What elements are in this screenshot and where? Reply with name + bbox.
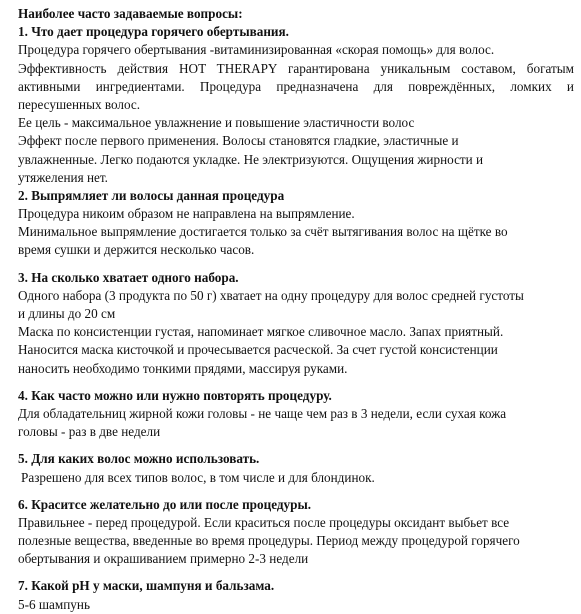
answer-4-line: головы - раз в две недели bbox=[18, 424, 161, 440]
answer-3-line: наносить необходимо тонкими прядями, массируя руками. bbox=[18, 360, 348, 376]
answer-2-line: Процедура никоим образом не направлена на выпрямление. bbox=[18, 206, 355, 222]
answer-4-line: Для обладательниц жирной кожи головы - не чаще чем раз в 3 недели, если сухая кожа bbox=[18, 405, 507, 421]
section-spacer bbox=[18, 260, 574, 269]
answer-1-line: Процедура горячего обертывания -витаминизированная «скорая помощь» для волос. bbox=[18, 42, 495, 58]
answer-7-line: 5-6 шампунь bbox=[18, 596, 90, 612]
answer-1-line: пересушенных волос. bbox=[18, 96, 141, 112]
faq-heading: Наиболее часто задаваемые вопросы: bbox=[18, 6, 243, 21]
question-5-title: 5. Для каких волос можно использовать. bbox=[18, 451, 260, 467]
answer-2-line: Минимальное выпрямление достигается только за счёт вытягивания волос на щётке во bbox=[18, 224, 508, 240]
answer-3-line: Одного набора (3 продукта по 50 г) хватает на одну процедуру для волос средней густоты bbox=[18, 287, 524, 303]
answer-1-line: Ее цель - максимальное увлажнение и повышение эластичности волос bbox=[18, 115, 415, 131]
section-spacer bbox=[18, 568, 574, 577]
answer-1-line: увлажненные. Легко подаются укладке. Не электризуются. Ощущения жирности и bbox=[18, 151, 484, 167]
answer-2-line: время сушки и держится несколько часов. bbox=[18, 242, 255, 258]
answer-1-line: активными ингредиентами. Процедура предназначена для повреждённых, ломких и bbox=[18, 78, 574, 94]
answer-6-line: обертывания и окрашиванием примерно 2-3 недели bbox=[18, 551, 309, 567]
question-1-title: 1. Что дает процедура горячего обертывания. bbox=[18, 24, 289, 40]
section-spacer bbox=[18, 378, 574, 387]
answer-3-line: Наносится маска кисточкой и прочесывается расческой. За счет густой консистенции bbox=[18, 342, 498, 358]
answer-3-line: и длины до 20 см bbox=[18, 306, 116, 321]
answer-3-line: Маска по консистенции густая, напоминает мягкое сливочное масло. Запах приятный. bbox=[18, 324, 504, 340]
section-spacer bbox=[18, 441, 574, 450]
answer-6-line: полезные вещества, введенные во время процедуры. Период между процедурой горячего bbox=[18, 533, 520, 549]
question-6-title: 6. Краситсе желательно до или после процедуры. bbox=[18, 496, 312, 512]
answer-6-line: Правильнее - перед процедурой. Если краситься после процедуры оксидант выбьет все bbox=[18, 514, 510, 530]
faq-document bbox=[18, 5, 574, 614]
question-7-title: 7. Какой pH у маски, шампуня и бальзама. bbox=[18, 578, 275, 594]
question-2-title: 2. Выпрямляет ли волосы данная процедура bbox=[18, 187, 285, 203]
question-4-title: 4. Как часто можно или нужно повторять процедуру. bbox=[18, 387, 332, 403]
question-3-title: 3. На сколько хватает одного набора. bbox=[18, 269, 239, 285]
answer-5-line: Разрешено для всех типов волос, в том числе и для блондинок. bbox=[21, 469, 375, 485]
answer-1-line: Эффективность действия HOT THERAPY гарантирована уникальным составом, богатым bbox=[18, 60, 574, 76]
answer-1-line: Эффект после первого применения. Волосы становятся гладкие, эластичные и bbox=[18, 133, 459, 149]
answer-1-line: утяжеления нет. bbox=[18, 169, 108, 185]
section-spacer bbox=[18, 487, 574, 496]
